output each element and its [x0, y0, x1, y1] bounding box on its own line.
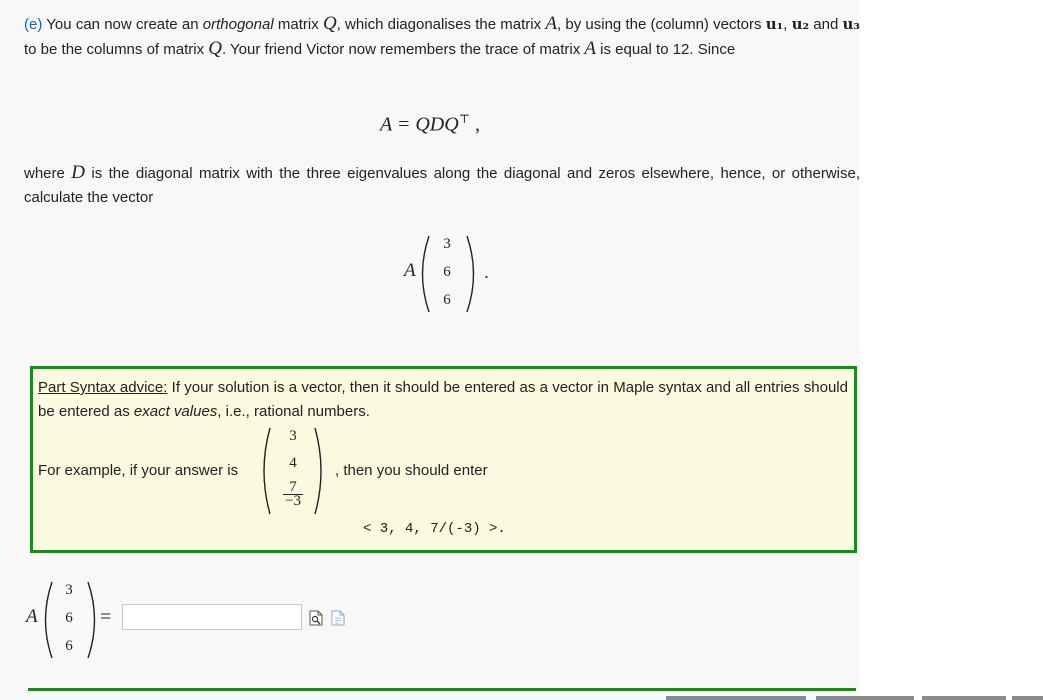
question-vector: A 3 6 6 .	[400, 232, 490, 316]
then-text: , then you should enter	[335, 462, 488, 479]
vector-entry: 6	[443, 292, 451, 308]
answer-entry: 6	[65, 638, 73, 654]
example-fraction: $\frac{7}{-3}$	[283, 481, 303, 508]
question-intro: (e) You can now create an orthogonal matrix Q, which diagonalises the matrix A, by using the (column) vectors u₁, u₂ and u₃ to be the columns of matrix Q. Your friend Victor now remembers the trace of matrix A is equal to 12. Since	[24, 13, 860, 59]
syntax-advice-box	[30, 366, 857, 553]
equals-sign: =	[100, 606, 112, 628]
part-label: (e)	[24, 16, 43, 33]
answer-input[interactable]	[122, 604, 302, 630]
preview-icon[interactable]	[309, 610, 323, 626]
example-code: < 3, 4, 7/(-3) >.	[363, 521, 506, 537]
answer-matrix-letter: A	[26, 606, 38, 627]
matrix-letter: A	[404, 260, 416, 281]
advice-heading: Part Syntax advice:	[38, 379, 168, 396]
answer-entry: 3	[65, 582, 73, 598]
advice-text: Part Syntax advice: If your solution is a vector, then it should be entered as a vector in Maple syntax and all entries should be entered as exact values, i.e., rational numbers.	[38, 379, 848, 420]
section-divider	[28, 688, 856, 691]
answer-entry: 6	[65, 610, 73, 626]
example-label: For example, if your answer is	[38, 462, 239, 479]
vector-entry: 6	[443, 264, 451, 280]
scroll-bar-segment[interactable]	[1012, 696, 1043, 700]
equation: A = QDQ⊤ ,	[380, 112, 480, 136]
help-document-icon[interactable]	[331, 610, 345, 626]
scroll-bar-segment[interactable]	[816, 696, 914, 700]
scroll-bar-segment[interactable]	[666, 696, 806, 700]
question-para2: where D is the diagonal matrix with the three eigenvalues along the diagonal and zeros elsewhere, hence, or otherwise, calculate the vector	[24, 162, 860, 206]
answer-vector	[24, 578, 104, 662]
example-entry: 4	[289, 455, 297, 471]
example-vector	[259, 425, 329, 517]
scroll-bar-segment[interactable]	[922, 696, 1006, 700]
vector-entry: 3	[443, 236, 451, 252]
example-entry: 3	[289, 428, 297, 444]
